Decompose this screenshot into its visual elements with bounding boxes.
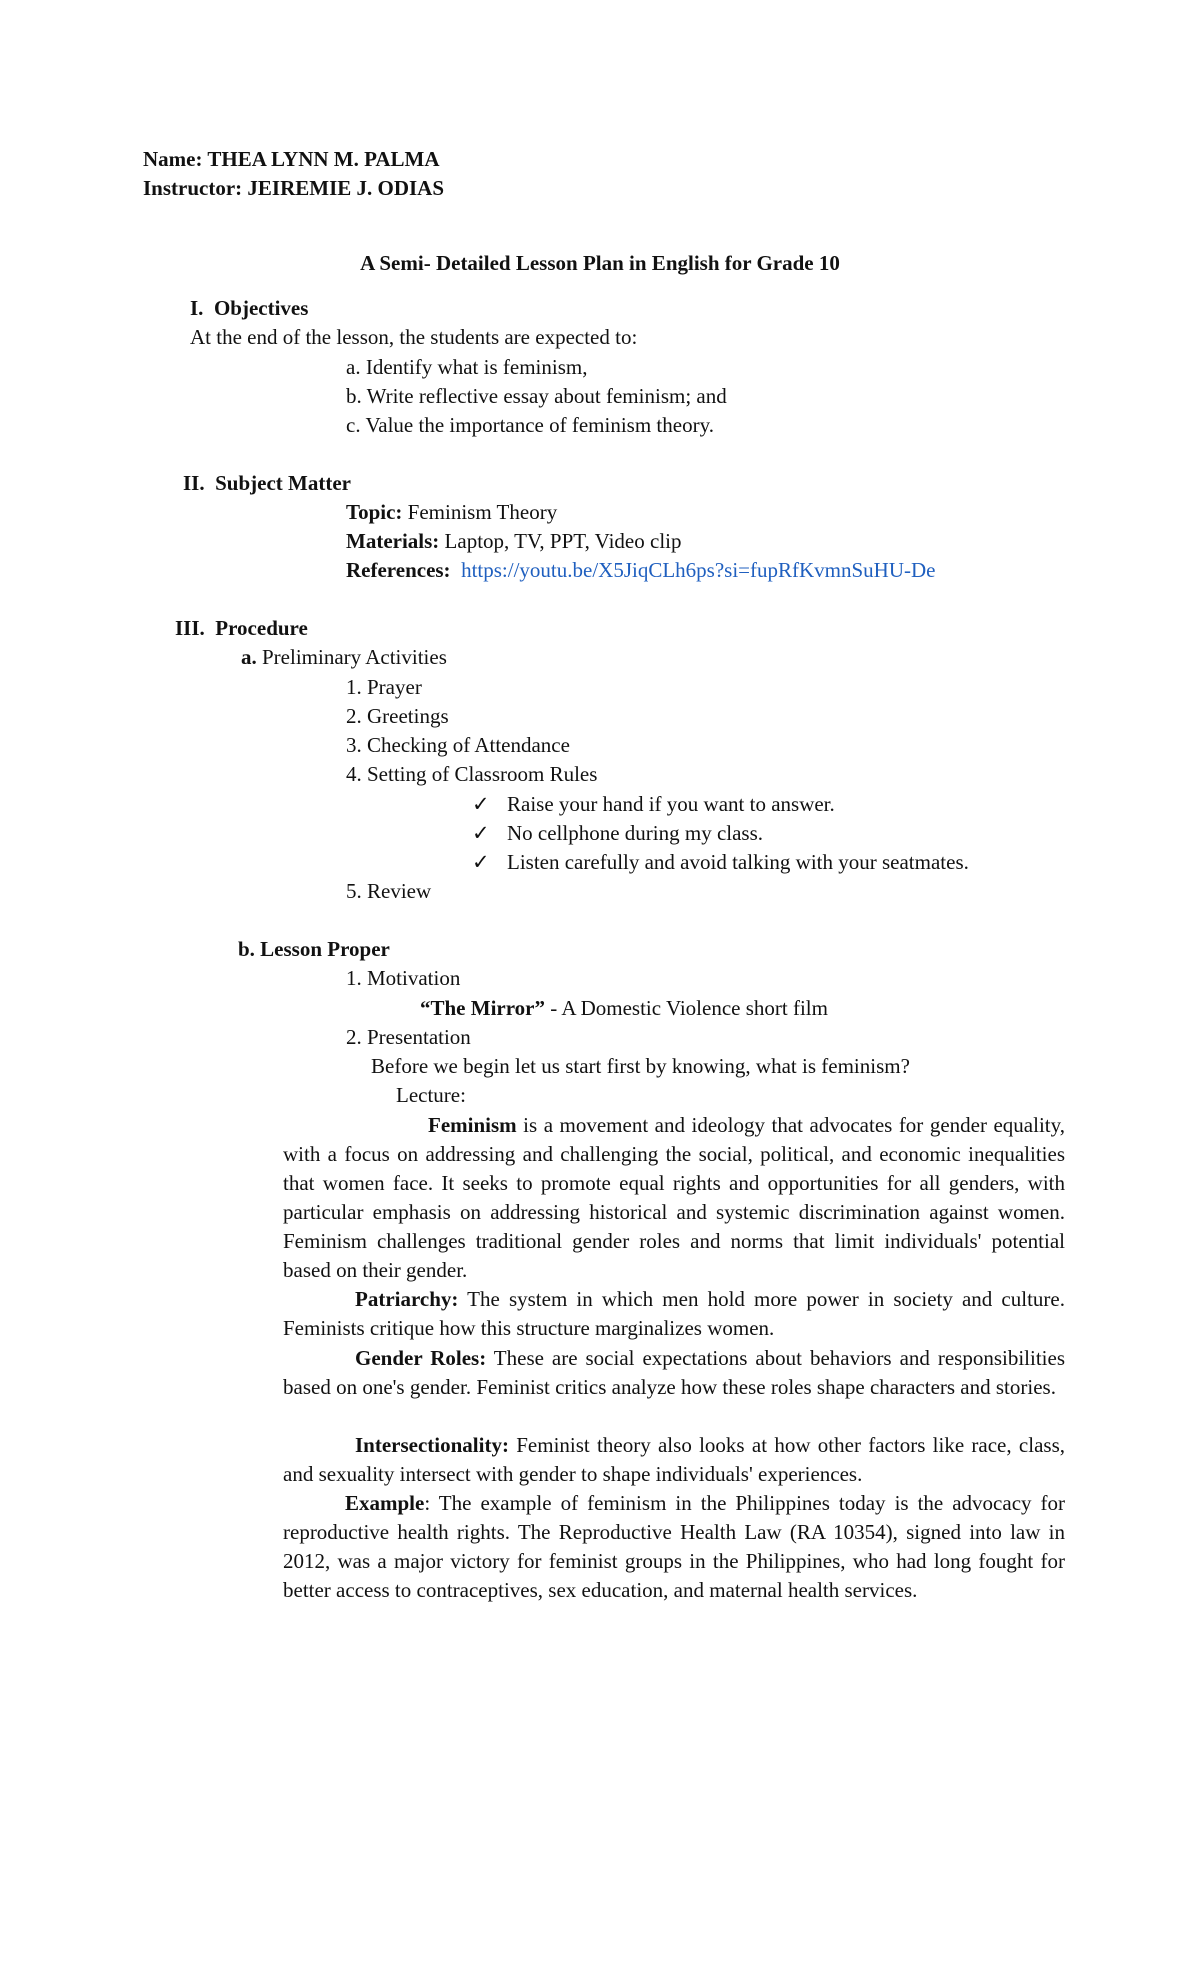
patriarchy-term: Patriarchy:: [355, 1287, 459, 1311]
patriarchy-paragraph: [283, 1285, 1065, 1343]
presentation-step: 2. Presentation: [346, 1025, 471, 1049]
example-text: : The example of feminism in the Philippines today is the advocacy for reproductive health rights. The Reproductive Health Law (RA 10354), signed into law in 2012, was a major victory for feminist groups in the Philippines, who had long fought for better access to contraceptives, sex education, and maternal health services.: [283, 1491, 1065, 1602]
patriarchy-text: The system in which men hold more power in society and culture. Feminists critique how this structure marginalizes women.: [283, 1287, 1065, 1340]
feminism-term: Feminism: [428, 1113, 517, 1137]
rule-text: No cellphone during my class.: [507, 821, 764, 845]
rule-text: Raise your hand if you want to answer.: [507, 792, 835, 816]
references-label: References:: [346, 558, 451, 582]
procedure-heading: [175, 614, 308, 643]
checkmark-icon: ✓: [472, 792, 490, 816]
procedure-title: Procedure: [215, 616, 308, 640]
objectives-intro: At the end of the lesson, the students are expected to:: [190, 325, 638, 349]
name-label: Name:: [143, 147, 203, 171]
objectives-title: Objectives: [213, 296, 309, 320]
film-title: “The Mirror”: [420, 996, 545, 1020]
preliminary-letter: a.: [241, 645, 257, 669]
checkmark-icon: ✓: [472, 850, 490, 874]
gender-roles-term: Gender Roles:: [355, 1346, 487, 1370]
intersectionality-text: Feminist theory also looks at how other factors like race, class, and sexuality intersect with gender to shape individuals' experiences.: [283, 1433, 1065, 1486]
gender-roles-text: These are social expectations about behaviors and responsibilities based on one's gender. Feminist critics analyze how these roles shape characters and stories.: [283, 1346, 1066, 1399]
film-description: - A Domestic Violence short film: [545, 996, 828, 1020]
subject-matter-numeral: II.: [183, 471, 205, 495]
materials-line: [346, 527, 681, 556]
objective-item: b. Write reflective essay about feminism; and: [346, 384, 727, 408]
preliminary-step: 4. Setting of Classroom Rules: [346, 762, 598, 786]
example-term: Example: [345, 1491, 425, 1515]
materials-value: Laptop, TV, PPT, Video clip: [444, 529, 682, 553]
topic-value: Feminism Theory: [407, 500, 558, 524]
intersectionality-term: Intersectionality:: [355, 1433, 509, 1457]
review-step: 5. Review: [346, 879, 432, 903]
objectives-heading: [190, 294, 308, 323]
page-title: A Semi- Detailed Lesson Plan in English for Grade 10: [360, 251, 840, 275]
preliminary-step: 3. Checking of Attendance: [346, 733, 570, 757]
lesson-proper-heading: b. Lesson Proper: [238, 937, 390, 961]
objectives-numeral: I.: [190, 296, 204, 320]
materials-label: Materials:: [346, 529, 440, 553]
subject-matter-heading: [183, 469, 351, 498]
topic-label: Topic:: [346, 500, 403, 524]
checkmark-icon: ✓: [472, 821, 490, 845]
objective-item: c. Value the importance of feminism theory.: [346, 413, 714, 437]
instructor-label: Instructor:: [143, 176, 243, 200]
instructor-value: JEIREMIE J. ODIAS: [247, 176, 445, 200]
example-paragraph: [283, 1489, 1065, 1605]
name-value: THEA LYNN M. PALMA: [207, 147, 440, 171]
references-link[interactable]: https://youtu.be/X5JiqCLh6ps?si=fupRfKvmnSuHU-De: [461, 558, 936, 582]
motivation-step: 1. Motivation: [346, 966, 461, 990]
feminism-paragraph: [283, 1111, 1065, 1285]
objective-item: a. Identify what is feminism,: [346, 355, 588, 379]
preliminary-step: 2. Greetings: [346, 704, 449, 728]
instructor-line: [143, 174, 444, 203]
preliminary-title: Preliminary Activities: [262, 645, 447, 669]
rule-item: [472, 819, 763, 848]
preliminary-step: 1. Prayer: [346, 675, 422, 699]
rule-item: [472, 848, 969, 877]
procedure-numeral: III.: [175, 616, 205, 640]
preliminary-activities-label: [241, 643, 447, 672]
feminism-text: is a movement and ideology that advocates for gender equality, with a focus on addressing and challenging the social, political, and economic inequalities that women face. It seeks to promote equal rights and opportunities for all genders, with particular emphasis on addressing historical and systemic discrimination against women. Feminism challenges traditional gender roles and norms that limit individuals' potential based on their gender.: [283, 1113, 1065, 1282]
subject-matter-title: Subject Matter: [215, 471, 351, 495]
intersectionality-paragraph: [283, 1431, 1065, 1489]
presentation-intro: Before we begin let us start first by knowing, what is feminism?: [371, 1054, 910, 1078]
rule-text: Listen carefully and avoid talking with your seatmates.: [507, 850, 969, 874]
references-line: [346, 556, 935, 585]
film-line: [420, 994, 828, 1023]
lecture-label: Lecture:: [396, 1083, 466, 1107]
topic-line: [346, 498, 557, 527]
rule-item: [472, 790, 835, 819]
name-line: [143, 145, 440, 174]
gender-roles-paragraph: [283, 1344, 1065, 1402]
